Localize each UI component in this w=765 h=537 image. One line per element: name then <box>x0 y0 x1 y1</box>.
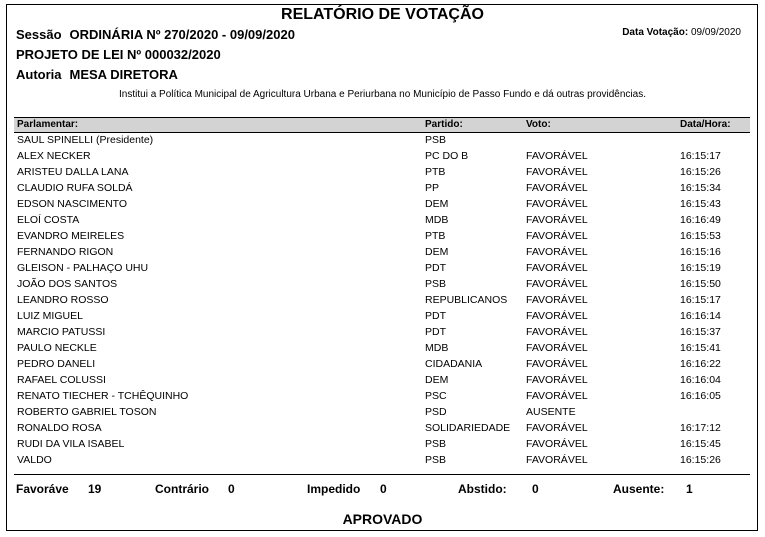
member-party: PSB <box>425 134 447 146</box>
member-name: ALEX NECKER <box>17 150 91 162</box>
member-party: PC DO B <box>425 150 469 162</box>
total-favor-label: Favoráve <box>16 482 69 496</box>
session-value: ORDINÁRIA Nº 270/2020 - 09/09/2020 <box>69 27 295 42</box>
table-row <box>14 149 750 165</box>
member-party: PSB <box>425 438 447 450</box>
total-abstained-label: Abstido: <box>458 482 507 496</box>
col-party: Partido: <box>425 119 463 130</box>
member-party: DEM <box>425 198 449 210</box>
member-party: PSC <box>425 390 447 402</box>
member-time: 16:16:22 <box>680 358 721 370</box>
member-name: ELOÍ COSTA <box>17 214 80 226</box>
member-party: REPUBLICANOS <box>425 294 508 306</box>
member-time: 16:15:37 <box>680 326 721 338</box>
member-name: RUDI DA VILA ISABEL <box>17 438 125 450</box>
member-party: PDT <box>425 262 446 274</box>
member-name: ROBERTO GABRIEL TOSON <box>17 406 157 418</box>
vote-result: APROVADO <box>342 511 423 527</box>
member-time: 16:15:34 <box>680 182 721 194</box>
member-vote: FAVORÁVEL <box>526 150 588 162</box>
table-row <box>14 405 750 421</box>
member-time: 16:15:16 <box>680 246 721 258</box>
member-party: DEM <box>425 246 449 258</box>
member-name: LUIZ MIGUEL <box>17 310 83 322</box>
member-vote: FAVORÁVEL <box>526 438 588 450</box>
member-time: 16:16:05 <box>680 390 721 402</box>
member-vote: FAVORÁVEL <box>526 230 588 242</box>
member-name: RAFAEL COLUSSI <box>17 374 106 386</box>
authorship-label: Autoria <box>16 67 62 82</box>
table-row <box>14 421 750 437</box>
table-row <box>14 245 750 261</box>
table-row <box>14 437 750 453</box>
member-time: 16:15:45 <box>680 438 721 450</box>
table-bottom-rule <box>14 474 750 475</box>
vote-date-label: Data Votação: <box>622 27 689 38</box>
total-favor-value: 19 <box>88 482 102 496</box>
member-name: MARCIO PATUSSI <box>17 326 106 338</box>
member-time: 16:16:04 <box>680 374 721 386</box>
report-title: RELATÓRIO DE VOTAÇÃO <box>281 6 484 23</box>
table-row <box>14 309 750 325</box>
member-vote: FAVORÁVEL <box>526 358 588 370</box>
member-vote: FAVORÁVEL <box>526 214 588 226</box>
member-party: PDT <box>425 326 446 338</box>
member-name: RONALDO ROSA <box>17 422 102 434</box>
member-vote: FAVORÁVEL <box>526 278 588 290</box>
vote-date <box>622 27 741 38</box>
member-time: 16:15:26 <box>680 454 721 466</box>
member-name: EVANDRO MEIRELES <box>17 230 125 242</box>
vote-date-value: 09/09/2020 <box>690 27 741 38</box>
member-party: PTB <box>425 166 446 178</box>
member-time: 16:15:53 <box>680 230 721 242</box>
table-row <box>14 213 750 229</box>
member-party: DEM <box>425 374 449 386</box>
member-time: 16:15:41 <box>680 342 721 354</box>
member-vote: FAVORÁVEL <box>526 342 588 354</box>
col-vote: Voto: <box>526 119 551 130</box>
session-line <box>16 27 295 42</box>
col-member: Parlamentar: <box>17 119 79 130</box>
member-vote: FAVORÁVEL <box>526 166 588 178</box>
table-header <box>14 117 750 133</box>
member-vote: FAVORÁVEL <box>526 198 588 210</box>
member-party: PSB <box>425 278 447 290</box>
member-time: 16:15:26 <box>680 166 721 178</box>
member-name: LEANDRO ROSSO <box>17 294 109 306</box>
table-row <box>14 357 750 373</box>
table-row <box>14 277 750 293</box>
member-party: PTB <box>425 230 446 242</box>
member-vote: FAVORÁVEL <box>526 262 588 274</box>
member-vote: FAVORÁVEL <box>526 294 588 306</box>
table-row <box>14 373 750 389</box>
bill-number: PROJETO DE LEI Nº 000032/2020 <box>16 47 221 62</box>
member-time: 16:15:17 <box>680 294 721 306</box>
total-against-value: 0 <box>228 482 235 496</box>
member-name: VALDO <box>17 454 52 466</box>
member-vote: FAVORÁVEL <box>526 326 588 338</box>
member-party: PSB <box>425 454 447 466</box>
member-vote: FAVORÁVEL <box>526 390 588 402</box>
bill-summary: Institui a Política Municipal de Agricultura Urbana e Periurbana no Município de Passo Fundo e dá outras providências. <box>119 89 646 100</box>
total-impeded-value: 0 <box>380 482 387 496</box>
authorship-value: MESA DIRETORA <box>69 67 178 82</box>
member-name: CLAUDIO RUFA SOLDÁ <box>17 182 133 194</box>
member-party: PSD <box>425 406 447 418</box>
table-row <box>14 453 750 469</box>
table-row <box>14 341 750 357</box>
member-party: SOLIDARIEDADE <box>425 422 511 434</box>
member-name: GLEISON - PALHAÇO UHU <box>17 262 149 274</box>
total-absent-label: Ausente: <box>613 482 665 496</box>
member-vote: FAVORÁVEL <box>526 310 588 322</box>
member-name: PAULO NECKLE <box>17 342 97 354</box>
member-vote: AUSENTE <box>526 406 576 418</box>
member-time: 16:15:17 <box>680 150 721 162</box>
table-row <box>14 325 750 341</box>
member-vote: FAVORÁVEL <box>526 246 588 258</box>
member-vote: FAVORÁVEL <box>526 374 588 386</box>
member-party: PDT <box>425 310 446 322</box>
table-row <box>14 181 750 197</box>
member-name: PEDRO DANELI <box>17 358 96 370</box>
member-vote: FAVORÁVEL <box>526 454 588 466</box>
session-label: Sessão <box>16 27 62 42</box>
table-row <box>14 261 750 277</box>
member-name: RENATO TIECHER - TCHÊQUINHO <box>17 390 189 402</box>
authorship-line <box>16 67 178 82</box>
member-name: JOÃO DOS SANTOS <box>17 278 118 290</box>
total-absent-value: 1 <box>686 482 693 496</box>
table-row <box>14 197 750 213</box>
member-name: FERNANDO RIGON <box>17 246 114 258</box>
member-time: 16:15:50 <box>680 278 721 290</box>
member-name: EDSON NASCIMENTO <box>17 198 128 210</box>
table-row <box>14 165 750 181</box>
total-abstained-value: 0 <box>532 482 539 496</box>
table-row <box>14 229 750 245</box>
member-party: MDB <box>425 342 449 354</box>
table-row <box>14 293 750 309</box>
member-time: 16:15:19 <box>680 262 721 274</box>
member-time: 16:17:12 <box>680 422 721 434</box>
member-vote: FAVORÁVEL <box>526 182 588 194</box>
member-time: 16:15:43 <box>680 198 721 210</box>
member-time: 16:16:14 <box>680 310 721 322</box>
total-impeded-label: Impedido <box>307 482 361 496</box>
member-name: SAUL SPINELLI (Presidente) <box>17 134 154 146</box>
member-vote: FAVORÁVEL <box>526 422 588 434</box>
table-row <box>14 389 750 405</box>
table-row <box>14 133 750 149</box>
member-party: CIDADANIA <box>425 358 483 370</box>
total-against-label: Contrário <box>155 482 209 496</box>
member-time: 16:16:49 <box>680 214 721 226</box>
member-party: MDB <box>425 214 449 226</box>
member-name: ARISTEU DALLA LANA <box>17 166 129 178</box>
vote-table <box>14 133 750 469</box>
member-party: PP <box>425 182 440 194</box>
col-datetime: Data/Hora: <box>680 119 731 130</box>
